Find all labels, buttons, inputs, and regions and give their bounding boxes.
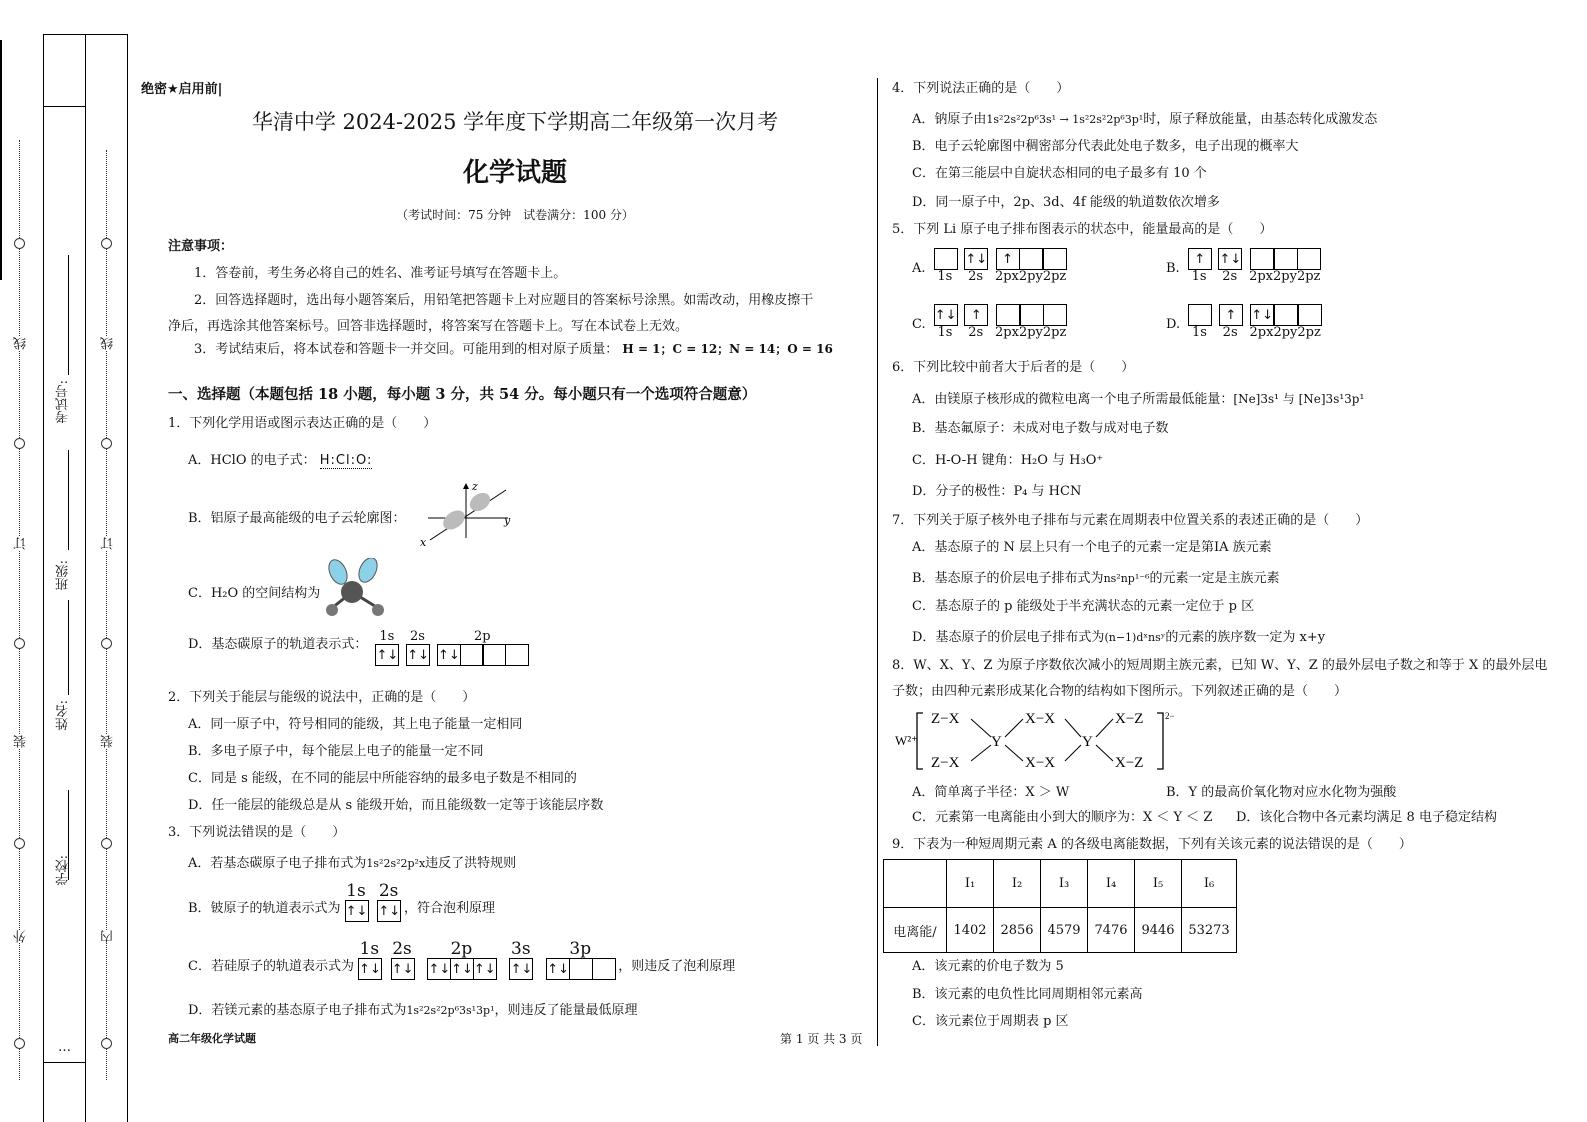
question-2-option-a[interactable]: A．同一原子中，符号相同的能级，其上电子能量一定相同 — [188, 717, 523, 732]
orbital-label: 1s — [346, 881, 366, 901]
question-5-option-c[interactable]: C. ↑↓ 1s ↑ 2s 2px 2py 2pz — [912, 304, 1066, 340]
field-class-label: 班级: — [56, 560, 71, 591]
q8-structure-diagram — [893, 705, 1183, 775]
q7-d-formula: (n−1)dˣnsʸ — [1104, 631, 1166, 644]
table-header-cell: I₆ — [1182, 860, 1237, 908]
question-7-option-b[interactable] — [912, 567, 1279, 586]
axis-x-label: x — [420, 536, 427, 549]
table-header-cell: I₁ — [947, 860, 994, 908]
svg-text:X−X: X−X — [1025, 711, 1056, 727]
q8-charge: 2− — [1165, 711, 1175, 721]
question-6-option-a[interactable] — [912, 388, 1364, 407]
question-1-option-b[interactable]: B．铝原子最高能级的电子云轮廓图： — [188, 511, 406, 526]
binding-circle — [101, 438, 112, 449]
margin-ellipsis: … — [58, 1040, 71, 1055]
margin-label-outer: 外 — [14, 930, 29, 943]
binding-circle — [14, 1038, 25, 1049]
field-name-label: 姓名: — [56, 700, 71, 731]
binding-circle — [101, 838, 112, 849]
table-header-cell: I₅ — [1135, 860, 1182, 908]
binding-circle — [101, 238, 112, 249]
q3-d-config: 1s²2s²2p⁶3s¹3p¹ — [406, 1004, 495, 1017]
binding-circle — [14, 438, 25, 449]
binding-circle — [101, 1038, 112, 1049]
field-name-line[interactable] — [68, 600, 69, 695]
question-6-stem: 6．下列比较中前者大于后者的是（ ） — [892, 360, 1135, 375]
exam-title: 华清中学 2024-2025 学年度下学期高二年级第一次月考 — [251, 110, 779, 134]
binding-circle — [101, 638, 112, 649]
q4-a-config: 1s²2s²2p⁶3s¹ → 1s²2s²2p⁶3p¹ — [986, 113, 1144, 126]
question-9-stem: 9．下表为一种短周期元素 A 的各级电离能数据，下列有关该元素的说法错误的是（ ） — [892, 837, 1412, 852]
q7-b-pre: B．基态原子的价层电子排布式为 — [912, 571, 1104, 586]
question-5-option-d[interactable]: D. 1s ↑ 2s ↑↓ 2px 2py 2pz — [1166, 304, 1321, 340]
notes-heading: 注意事项： — [168, 239, 234, 254]
field-class-line[interactable] — [68, 450, 69, 550]
note-item: 2．回答选择题时，选出每小题答案后，用铅笔把答题卡上对应题目的答案标号涂黑。如需改动，用橡皮擦干 — [194, 293, 814, 308]
q5-a-label: A. — [912, 261, 926, 276]
q7-b-post: 的元素一定是主族元素 — [1149, 571, 1280, 586]
atomic-masses: H = 1；C = 12；N = 14；O = 16 — [622, 342, 833, 356]
ionization-table — [883, 859, 1237, 953]
binding-circle — [14, 238, 25, 249]
h2o-model-image — [320, 558, 390, 622]
table-cell — [884, 860, 947, 908]
orbital-label: 1s — [359, 939, 380, 959]
binding-circle — [14, 638, 25, 649]
question-1-option-c[interactable]: C．H₂O 的空间结构为 — [188, 586, 321, 601]
q7-b-formula: ns²np¹⁻⁶ — [1103, 572, 1150, 585]
question-8-stem-cont: 子数；由四种元素形成某化合物的结构如下图所示。下列叙述正确的是（ ） — [892, 684, 1348, 699]
question-1-stem: 1．下列化学用语或图示表达正确的是（ ） — [168, 416, 437, 431]
secret-mark: 绝密★启用前| — [141, 82, 223, 97]
table-cell: 4579 — [1041, 908, 1088, 953]
question-7-option-c[interactable]: C．基态原子的 p 能级处于半充满状态的元素一定位于 p 区 — [912, 599, 1255, 614]
q6-d-formula: P₄ 与 HCN — [1013, 484, 1082, 499]
question-4-option-b[interactable]: B．电子云轮廓图中稠密部分代表此处电子数多，电子出现的概率大 — [912, 139, 1299, 154]
orbital-label: 2s — [410, 629, 425, 644]
question-3-option-d[interactable] — [188, 999, 638, 1018]
note-item — [194, 338, 833, 357]
question-4-option-c[interactable]: C．在第三能层中自旋状态相同的电子最多有 10 个 — [912, 166, 1207, 181]
table-header-cell: I₃ — [1041, 860, 1088, 908]
question-7-stem: 7．下列关于原子核外电子排布与元素在周期表中位置关系的表述正确的是（ ） — [892, 513, 1369, 528]
question-1-option-d[interactable] — [188, 630, 528, 666]
q4-a-post: 时，原子释放能量，由基态转化成激发态 — [1143, 112, 1378, 127]
svg-text:X−Z: X−Z — [1115, 711, 1144, 727]
question-6-option-d[interactable] — [912, 480, 1081, 499]
field-examno-label: 考试号: — [56, 380, 71, 424]
q3-a-config: 1s²2s²2p²x — [366, 857, 426, 870]
q1-d-text: D．基态碳原子的轨道表示式： — [188, 637, 368, 652]
q5-b-label: B. — [1166, 261, 1180, 276]
margin-label-inner: 订 — [101, 537, 116, 550]
orbital-label: 2s — [392, 939, 412, 959]
table-header-row — [884, 860, 1237, 908]
question-9-option-b[interactable]: B．该元素的电负性比同周期相邻元素高 — [912, 987, 1143, 1002]
question-7-option-d[interactable] — [912, 626, 1325, 645]
question-6-option-c[interactable] — [912, 449, 1103, 468]
orbital-2s: 2s ↑↓ — [406, 630, 429, 666]
q3-a-post: 违反了洪特规则 — [425, 856, 517, 871]
svg-text:X−Z: X−Z — [1115, 755, 1144, 771]
section-heading: 一、选择题（本题包括 18 小题，每小题 3 分，共 54 分。每小题只有一个选项符合题意） — [168, 386, 757, 403]
orbital-label: 1s — [379, 629, 395, 644]
note-item-3: 3．考试结束后，将本试卷和答题卡一并交回。可能用到的相对原子质量： — [194, 342, 619, 357]
orbital-label: 2p — [450, 939, 473, 959]
note-item: 净后，再选涂其他答案标号。回答非选择题时，将答案写在答题卡上。写在本试卷上无效。 — [168, 319, 689, 334]
exam-info: （考试时间：75 分钟 试卷满分：100 分） — [396, 208, 634, 222]
q7-d-post: 的元素的族序数一定为 x+y — [1165, 630, 1326, 645]
q6-d-pre: D．分子的极性： — [912, 484, 1014, 499]
table-cell: 1402 — [947, 908, 994, 953]
question-8-option-a[interactable]: A．简单离子半径：X ＞ W — [912, 785, 1070, 800]
footer-left: 高二年级化学试题 — [168, 1032, 256, 1045]
q3-d-post: ，则违反了能量最低原理 — [494, 1003, 638, 1018]
subject-title: 化学试题 — [462, 158, 567, 188]
field-school-line[interactable] — [68, 790, 69, 880]
svg-text:Y: Y — [1082, 734, 1093, 750]
table-cell: 7476 — [1088, 908, 1135, 953]
axis-z-label: z — [472, 480, 478, 493]
q3-a-pre: A．若基态碳原子电子排布式为 — [188, 856, 367, 871]
q7-d-pre: D．基态原子的价层电子排布式为 — [912, 630, 1105, 645]
question-7-option-a[interactable]: A．基态原子的 N 层上只有一个电子的元素一定是第ⅠA 族元素 — [912, 540, 1272, 555]
axis-y-label: y — [504, 514, 511, 527]
q4-a-pre: A．钠原子由 — [912, 112, 987, 127]
question-2-stem: 2．下列关于能层与能级的说法中，正确的是（ ） — [168, 690, 476, 705]
question-5-option-b[interactable]: B. ↑ 1s ↑↓ 2s 2px 2py 2pz — [1166, 248, 1320, 284]
table-header-cell: I₄ — [1088, 860, 1135, 908]
question-2-option-b[interactable]: B．多电子原子中，每个能层上电子的能量一定不同 — [188, 744, 484, 759]
margin-label-outer: 装 — [14, 735, 29, 748]
question-8-option-c[interactable]: C．元素第一电离能由小到大的顺序为：X ＜ Y ＜ Z — [912, 810, 1213, 825]
q1-a-formula: H:Cl:O: — [319, 453, 373, 468]
q1-a-text: A．HClO 的电子式： — [188, 453, 316, 468]
field-school-label: 学校: — [56, 855, 71, 886]
q5-c-label: C. — [912, 317, 926, 332]
footer-page: 第 1 页 共 3 页 — [780, 1032, 863, 1046]
question-4-option-d[interactable]: D．同一原子中，2p、3d、4f 能级的轨道数依次增多 — [912, 195, 1220, 210]
q8-cation: W²⁺ — [895, 733, 919, 748]
orbital-2p: 2p ↑↓ — [437, 630, 528, 666]
question-5-stem: 5．下列 Li 原子电子排布图表示的状态中，能量最高的是（ ） — [892, 222, 1273, 237]
question-3-option-c[interactable]: C．若硅原子的轨道表示式为 1s ↑↓ 2s ↑↓ 2p ↑↓↑↓↑↓ 3s ↑↓ 3p ↑↓ ，则违反了泡利原理 — [188, 940, 735, 980]
q6-a-pre: A．由镁原子核形成的微粒电离一个电子所需最低能量： — [912, 392, 1234, 407]
question-3-stem: 3．下列说法错误的是（ ） — [168, 825, 346, 840]
orbital-label: 2p — [473, 629, 491, 644]
orbital-label: 2s — [378, 881, 399, 901]
field-examno-line[interactable] — [68, 255, 69, 375]
question-4-option-a[interactable] — [912, 108, 1377, 127]
svg-text:Y: Y — [991, 734, 1002, 750]
orbital-label: 3p — [569, 939, 592, 959]
margin-label-outer: 线 — [14, 337, 29, 350]
question-6-option-b[interactable]: B．基态氟原子：未成对电子数与成对电子数 — [912, 421, 1169, 436]
margin-label-inner: 线 — [101, 337, 116, 350]
svg-text:X−X: X−X — [1025, 755, 1056, 771]
q5-d-label: D. — [1166, 317, 1181, 332]
table-row-label: 电离能/ — [884, 908, 947, 953]
q3-d-pre: D．若镁元素的基态原子电子排布式为 — [188, 1003, 407, 1018]
q6-c-formula: H₂O 与 H₃O⁺ — [1020, 453, 1104, 468]
question-3-option-a[interactable] — [188, 852, 516, 871]
margin-label-outer: 订 — [14, 537, 29, 550]
table-header-cell: I₂ — [994, 860, 1041, 908]
question-3-option-b[interactable]: B．铍原子的轨道表示式为 1s ↑↓ 2s ↑↓ ，符合泡利原理 — [188, 882, 495, 922]
table-row — [884, 908, 1237, 953]
q6-c-pre: C．H-O-H 键角： — [912, 453, 1021, 468]
p-orbital-diagram — [418, 480, 518, 550]
q6-a-formula: [Ne]3s¹ 与 [Ne]3s¹3p¹ — [1233, 392, 1365, 406]
orbital-1s: 1s ↑↓ — [375, 630, 398, 666]
question-2-option-d[interactable]: D．任一能层的能级总是从 s 能级开始，而且能级数一定等于该能层序数 — [188, 798, 604, 813]
q3-c-pre: C．若硅原子的轨道表示式为 — [188, 959, 354, 974]
binding-circle — [14, 838, 25, 849]
q3-b-post: ，符合泡利原理 — [403, 901, 495, 916]
question-2-option-c[interactable]: C．同是 s 能级，在不同的能层中所能容纳的最多电子数是不相同的 — [188, 771, 577, 786]
margin-label-inner: 内 — [101, 930, 116, 943]
question-9-option-a[interactable]: A．该元素的价电子数为 5 — [912, 959, 1064, 974]
q3-b-pre: B．铍原子的轨道表示式为 — [188, 901, 341, 916]
question-5-option-a[interactable]: A. 1s ↑↓ 2s ↑ 2px 2py 2pz — [912, 248, 1066, 284]
question-1-option-a[interactable] — [188, 449, 372, 468]
question-9-option-c[interactable]: C．该元素位于周期表 p 区 — [912, 1014, 1069, 1029]
orbital-label: 3s — [511, 939, 531, 959]
q3-c-post: ，则违反了泡利原理 — [618, 959, 736, 974]
table-cell: 9446 — [1135, 908, 1182, 953]
table-cell: 53273 — [1182, 908, 1237, 953]
svg-text:Z−X: Z−X — [931, 711, 960, 727]
svg-text:Z−X: Z−X — [931, 755, 960, 771]
question-4-stem: 4．下列说法正确的是（ ） — [892, 81, 1070, 96]
question-8-option-d[interactable]: D．该化合物中各元素均满足 8 电子稳定结构 — [1236, 810, 1497, 825]
question-8-stem: 8．W、X、Y、Z 为原子序数依次减小的短周期主族元素，已知 W、Y、Z 的最外层电子数之和等于 X 的最外层电 — [892, 658, 1548, 673]
note-item: 1．答卷前，考生务必将自己的姓名、准考证号填写在答题卡上。 — [194, 266, 567, 281]
table-cell: 2856 — [994, 908, 1041, 953]
margin-label-inner: 装 — [101, 735, 116, 748]
question-8-option-b[interactable]: B．Y 的最高价氧化物对应水化物为强酸 — [1166, 785, 1397, 800]
